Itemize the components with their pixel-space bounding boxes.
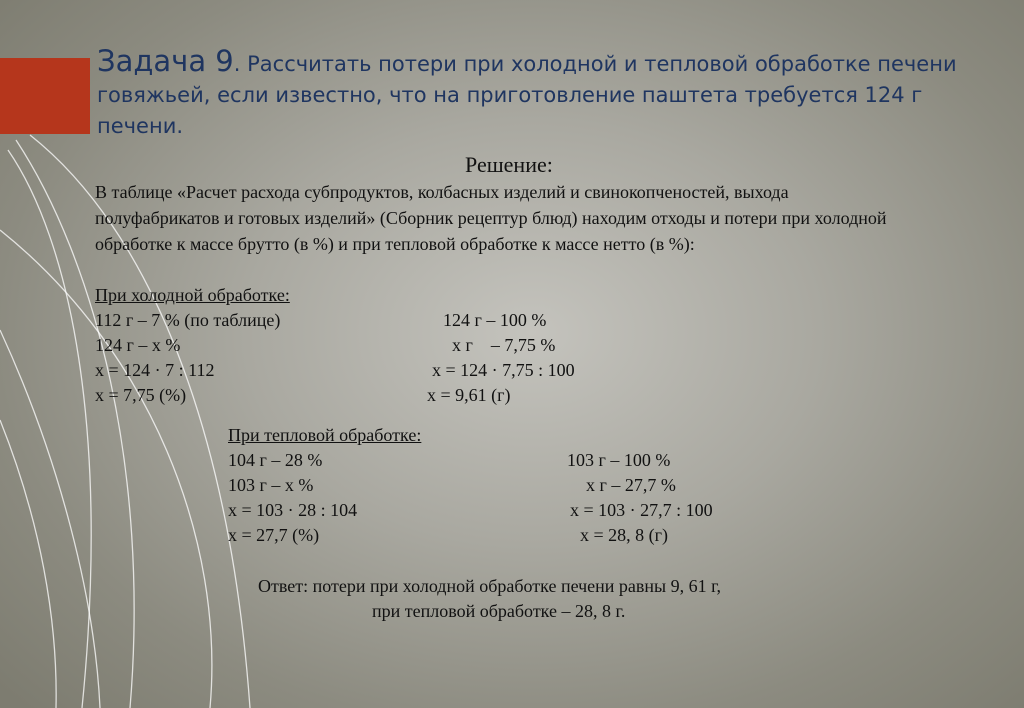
answer-line-1: Ответ: потери при холодной обработке печени равны 9, 61 г,: [258, 576, 721, 596]
cold-right-line: х = 124 · 7,75 : 100: [432, 360, 575, 380]
solution-heading: Решение:: [465, 152, 553, 177]
cold-left-line: 124 г – х %: [95, 335, 181, 355]
cold-left-line: х = 7,75 (%): [95, 385, 187, 405]
intro-paragraph: В таблице «Расчет расхода субпродуктов, колбасных изделий и свинокопченостей, выхода полуфабрикатов и готовых изделий» (Сборник рецептур блюд) находим отходы и потери при холодной обработке к массе брутто (в %) и при тепловой обработке к массе нетто (в %):: [95, 182, 887, 254]
answer-line-2: при тепловой обработке – 28, 8 г.: [372, 601, 626, 621]
heat-left-line: 103 г – х %: [228, 475, 314, 495]
heat-heading: При тепловой обработке:: [228, 425, 422, 445]
cold-left-line: х = 124 · 7 : 112: [95, 360, 215, 380]
heat-right-line: х = 103 · 27,7 : 100: [570, 500, 713, 520]
cold-right-line: х г – 7,75 %: [452, 335, 556, 355]
heat-right-line: х = 28, 8 (г): [580, 525, 669, 545]
heat-left-line: х = 103 · 28 : 104: [228, 500, 358, 520]
heat-left-line: 104 г – 28 %: [228, 450, 323, 470]
heat-right-line: 103 г – 100 %: [567, 450, 671, 470]
accent-bar: [0, 58, 90, 134]
task-statement: . Рассчитать потери при холодной и тепловой обработке печени говяжьей, если известно, что на приготовление паштета требуется 124 г печени.: [97, 52, 957, 138]
slide-title: [97, 46, 977, 142]
cold-heading: При холодной обработке:: [95, 285, 290, 305]
cold-left-line: 112 г – 7 % (по таблице): [95, 310, 281, 330]
cold-right-line: х = 9,61 (г): [427, 385, 511, 405]
cold-right-line: 124 г – 100 %: [443, 310, 547, 330]
heat-left-line: х = 27,7 (%): [228, 525, 320, 545]
heat-right-line: х г – 27,7 %: [586, 475, 676, 495]
task-number: Задача 9: [97, 44, 234, 78]
